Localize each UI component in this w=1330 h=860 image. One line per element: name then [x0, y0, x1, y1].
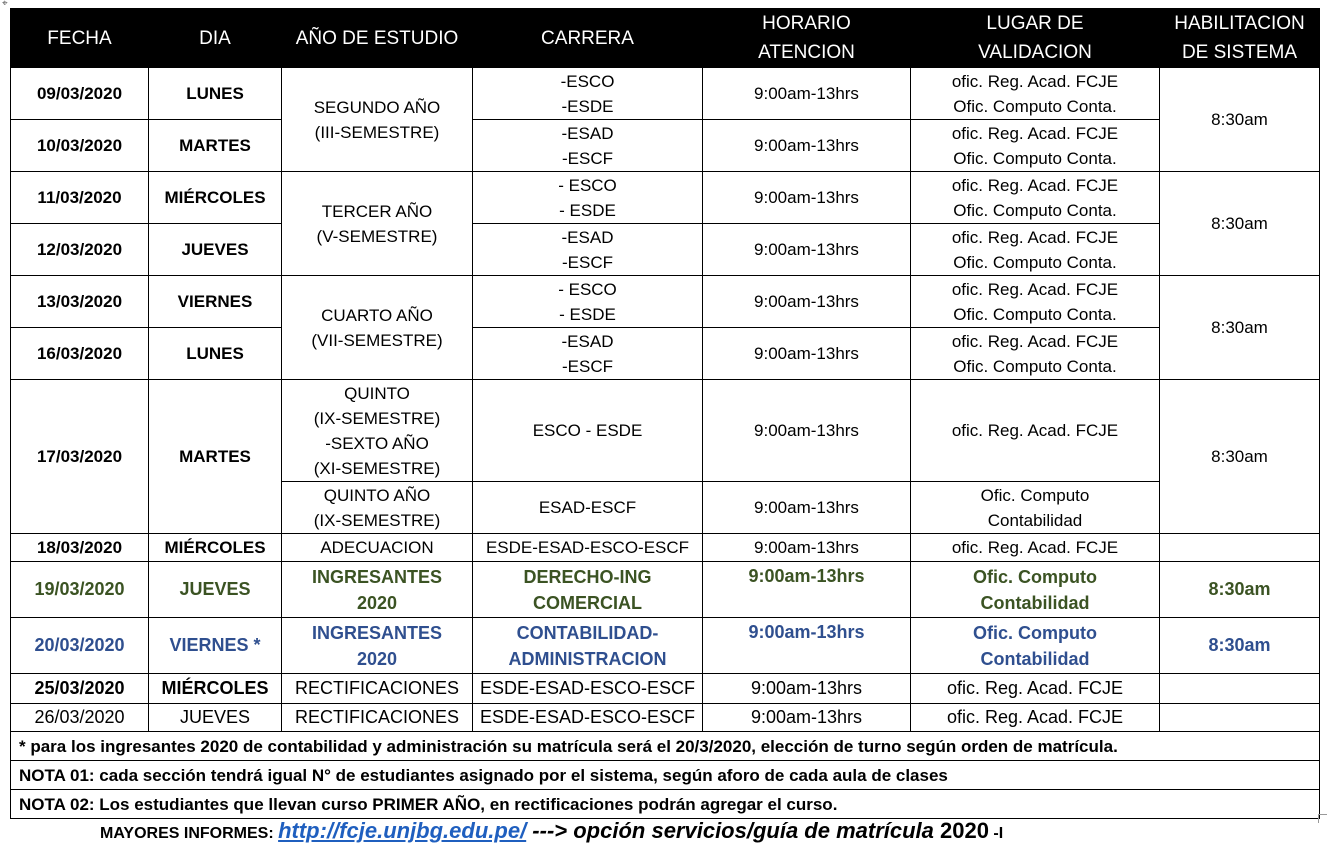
- cell-carrera: - ESCO - ESDE: [473, 172, 703, 224]
- cell-anio: QUINTO (IX-SEMESTRE) -SEXTO AÑO (XI-SEMESTRE): [282, 380, 473, 482]
- cell-lugar: ofic. Reg. Acad. FCJE Ofic. Computo Conta.: [911, 68, 1160, 120]
- cell-dia: MIÉRCOLES: [149, 674, 282, 704]
- cell-dia: VIERNES: [149, 276, 282, 328]
- cell-fecha: 09/03/2020: [11, 68, 149, 120]
- cell-carrera: ESCO - ESDE: [473, 380, 703, 482]
- cell-habilitacion: 8:30am: [1160, 562, 1320, 618]
- cell-carrera: ESDE-ESAD-ESCO-ESCF: [473, 674, 703, 704]
- cell-habilitacion: [1160, 674, 1320, 704]
- table-row: [11, 224, 1320, 276]
- table-row: [11, 380, 1320, 482]
- note-row: [11, 761, 1320, 790]
- cell-lugar: ofic. Reg. Acad. FCJE Ofic. Computo Conta.: [911, 172, 1160, 224]
- cell-habilitacion: 8:30am: [1160, 618, 1320, 674]
- cell-anio: RECTIFICACIONES: [282, 704, 473, 732]
- cell-lugar: ofic. Reg. Acad. FCJE Ofic. Computo Conta.: [911, 276, 1160, 328]
- cell-dia: VIERNES *: [149, 618, 282, 674]
- cell-fecha: 18/03/2020: [11, 534, 149, 562]
- table-row: [11, 534, 1320, 562]
- cell-lugar: Ofic. Computo Contabilidad: [911, 562, 1160, 618]
- footer-label: MAYORES INFORMES:: [100, 825, 279, 842]
- table-row-highlight-green: [11, 562, 1320, 618]
- cell-fecha: 12/03/2020: [11, 224, 149, 276]
- header-dia: DIA: [149, 9, 282, 68]
- cell-carrera: CONTABILIDAD- ADMINISTRACION: [473, 618, 703, 674]
- text-cursor-icon: -I: [988, 825, 1004, 842]
- cell-carrera: ESAD-ESCF: [473, 482, 703, 534]
- cell-carrera: DERECHO-ING COMERCIAL: [473, 562, 703, 618]
- cell-horario: 9:00am-13hrs: [703, 562, 911, 618]
- cell-fecha: 20/03/2020: [11, 618, 149, 674]
- cell-fecha: 19/03/2020: [11, 562, 149, 618]
- cell-carrera: ESDE-ESAD-ESCO-ESCF: [473, 704, 703, 732]
- cell-lugar: ofic. Reg. Acad. FCJE Ofic. Computo Conta.: [911, 328, 1160, 380]
- table-row: [11, 674, 1320, 704]
- cell-fecha: 26/03/2020: [11, 704, 149, 732]
- table-row-highlight-blue: [11, 618, 1320, 674]
- cell-horario: 9:00am-13hrs: [703, 380, 911, 482]
- header-fecha: FECHA: [11, 9, 149, 68]
- cell-habilitacion: [1160, 534, 1320, 562]
- cell-habilitacion: 8:30am: [1160, 380, 1320, 534]
- table-row: [11, 704, 1320, 732]
- cell-horario: 9:00am-13hrs: [703, 704, 911, 732]
- cell-anio: QUINTO AÑO (IX-SEMESTRE): [282, 482, 473, 534]
- cell-habilitacion: 8:30am: [1160, 172, 1320, 276]
- cell-lugar: Ofic. Computo Contabilidad: [911, 618, 1160, 674]
- footer-link[interactable]: http://fcje.unjbg.edu.pe/: [278, 818, 527, 843]
- cell-dia: MIÉRCOLES: [149, 534, 282, 562]
- header-carrera: CARRERA: [473, 9, 703, 68]
- table-row: [11, 120, 1320, 172]
- cell-anio: ADECUACION: [282, 534, 473, 562]
- cell-horario: 9:00am-13hrs: [703, 674, 911, 704]
- margin-corner-icon: [1318, 814, 1327, 823]
- cell-horario: 9:00am-13hrs: [703, 534, 911, 562]
- cell-carrera: -ESCO -ESDE: [473, 68, 703, 120]
- footer-year: 2020: [933, 818, 989, 843]
- table-row: [11, 172, 1320, 224]
- table-row: [11, 276, 1320, 328]
- cell-anio: CUARTO AÑO (VII-SEMESTRE): [282, 276, 473, 380]
- cell-carrera: -ESAD -ESCF: [473, 224, 703, 276]
- note-01: NOTA 01: cada sección tendrá igual N° de estudiantes asignado por el sistema, según aforo de cada aula de clases: [11, 761, 1320, 790]
- cell-dia: MARTES: [149, 120, 282, 172]
- cell-horario: 9:00am-13hrs: [703, 328, 911, 380]
- cell-carrera: -ESAD -ESCF: [473, 120, 703, 172]
- cell-horario: 9:00am-13hrs: [703, 224, 911, 276]
- cell-fecha: 13/03/2020: [11, 276, 149, 328]
- cell-carrera: ESDE-ESAD-ESCO-ESCF: [473, 534, 703, 562]
- footer-info: [100, 818, 1003, 850]
- note-02: NOTA 02: Los estudiantes que llevan curso PRIMER AÑO, en rectificaciones podrán agregar el curso.: [11, 790, 1320, 819]
- cell-horario: 9:00am-13hrs: [703, 68, 911, 120]
- cell-dia: LUNES: [149, 328, 282, 380]
- cell-anio: SEGUNDO AÑO (III-SEMESTRE): [282, 68, 473, 172]
- cell-fecha: 11/03/2020: [11, 172, 149, 224]
- cell-anio: RECTIFICACIONES: [282, 674, 473, 704]
- cell-carrera: -ESAD -ESCF: [473, 328, 703, 380]
- cell-dia: MARTES: [149, 380, 282, 534]
- table-header-row: [11, 9, 1320, 68]
- header-habilitacion: HABILITACION DE SISTEMA: [1160, 9, 1320, 68]
- cell-fecha: 17/03/2020: [11, 380, 149, 534]
- cell-dia: JUEVES: [149, 224, 282, 276]
- cell-anio: INGRESANTES 2020: [282, 562, 473, 618]
- cell-horario: 9:00am-13hrs: [703, 172, 911, 224]
- cell-horario: 9:00am-13hrs: [703, 482, 911, 534]
- table-row: [11, 328, 1320, 380]
- cell-dia: JUEVES: [149, 562, 282, 618]
- cell-dia: JUEVES: [149, 704, 282, 732]
- header-anio: AÑO DE ESTUDIO: [282, 9, 473, 68]
- cell-lugar: Ofic. Computo Contabilidad: [911, 482, 1160, 534]
- note-row: [11, 790, 1320, 819]
- cell-lugar: ofic. Reg. Acad. FCJE: [911, 380, 1160, 482]
- cell-fecha: 16/03/2020: [11, 328, 149, 380]
- schedule-table: [10, 8, 1320, 819]
- cell-habilitacion: [1160, 704, 1320, 732]
- cell-lugar: ofic. Reg. Acad. FCJE Ofic. Computo Conta.: [911, 120, 1160, 172]
- cell-fecha: 25/03/2020: [11, 674, 149, 704]
- header-lugar: LUGAR DE VALIDACION: [911, 9, 1160, 68]
- note-asterisk: * para los ingresantes 2020 de contabilidad y administración su matrícula será el 20/3/2020, elección de turno según orden de matrícula.: [11, 732, 1320, 761]
- cell-carrera: - ESCO - ESDE: [473, 276, 703, 328]
- note-row: [11, 732, 1320, 761]
- header-horario: HORARIO ATENCION: [703, 9, 911, 68]
- cell-anio: TERCER AÑO (V-SEMESTRE): [282, 172, 473, 276]
- cell-lugar: ofic. Reg. Acad. FCJE: [911, 674, 1160, 704]
- cell-habilitacion: 8:30am: [1160, 68, 1320, 172]
- footer-option: ---> opción servicios/guía de matrícula: [526, 818, 934, 843]
- table-anchor-icon: ⌖: [2, 0, 8, 9]
- cell-lugar: ofic. Reg. Acad. FCJE: [911, 534, 1160, 562]
- table-row: [11, 68, 1320, 120]
- cell-dia: LUNES: [149, 68, 282, 120]
- cell-habilitacion: 8:30am: [1160, 276, 1320, 380]
- cell-fecha: 10/03/2020: [11, 120, 149, 172]
- cell-lugar: ofic. Reg. Acad. FCJE: [911, 704, 1160, 732]
- cell-dia: MIÉRCOLES: [149, 172, 282, 224]
- cell-lugar: ofic. Reg. Acad. FCJE Ofic. Computo Conta.: [911, 224, 1160, 276]
- cell-horario: 9:00am-13hrs: [703, 276, 911, 328]
- cell-horario: 9:00am-13hrs: [703, 618, 911, 674]
- cell-anio: INGRESANTES 2020: [282, 618, 473, 674]
- cell-horario: 9:00am-13hrs: [703, 120, 911, 172]
